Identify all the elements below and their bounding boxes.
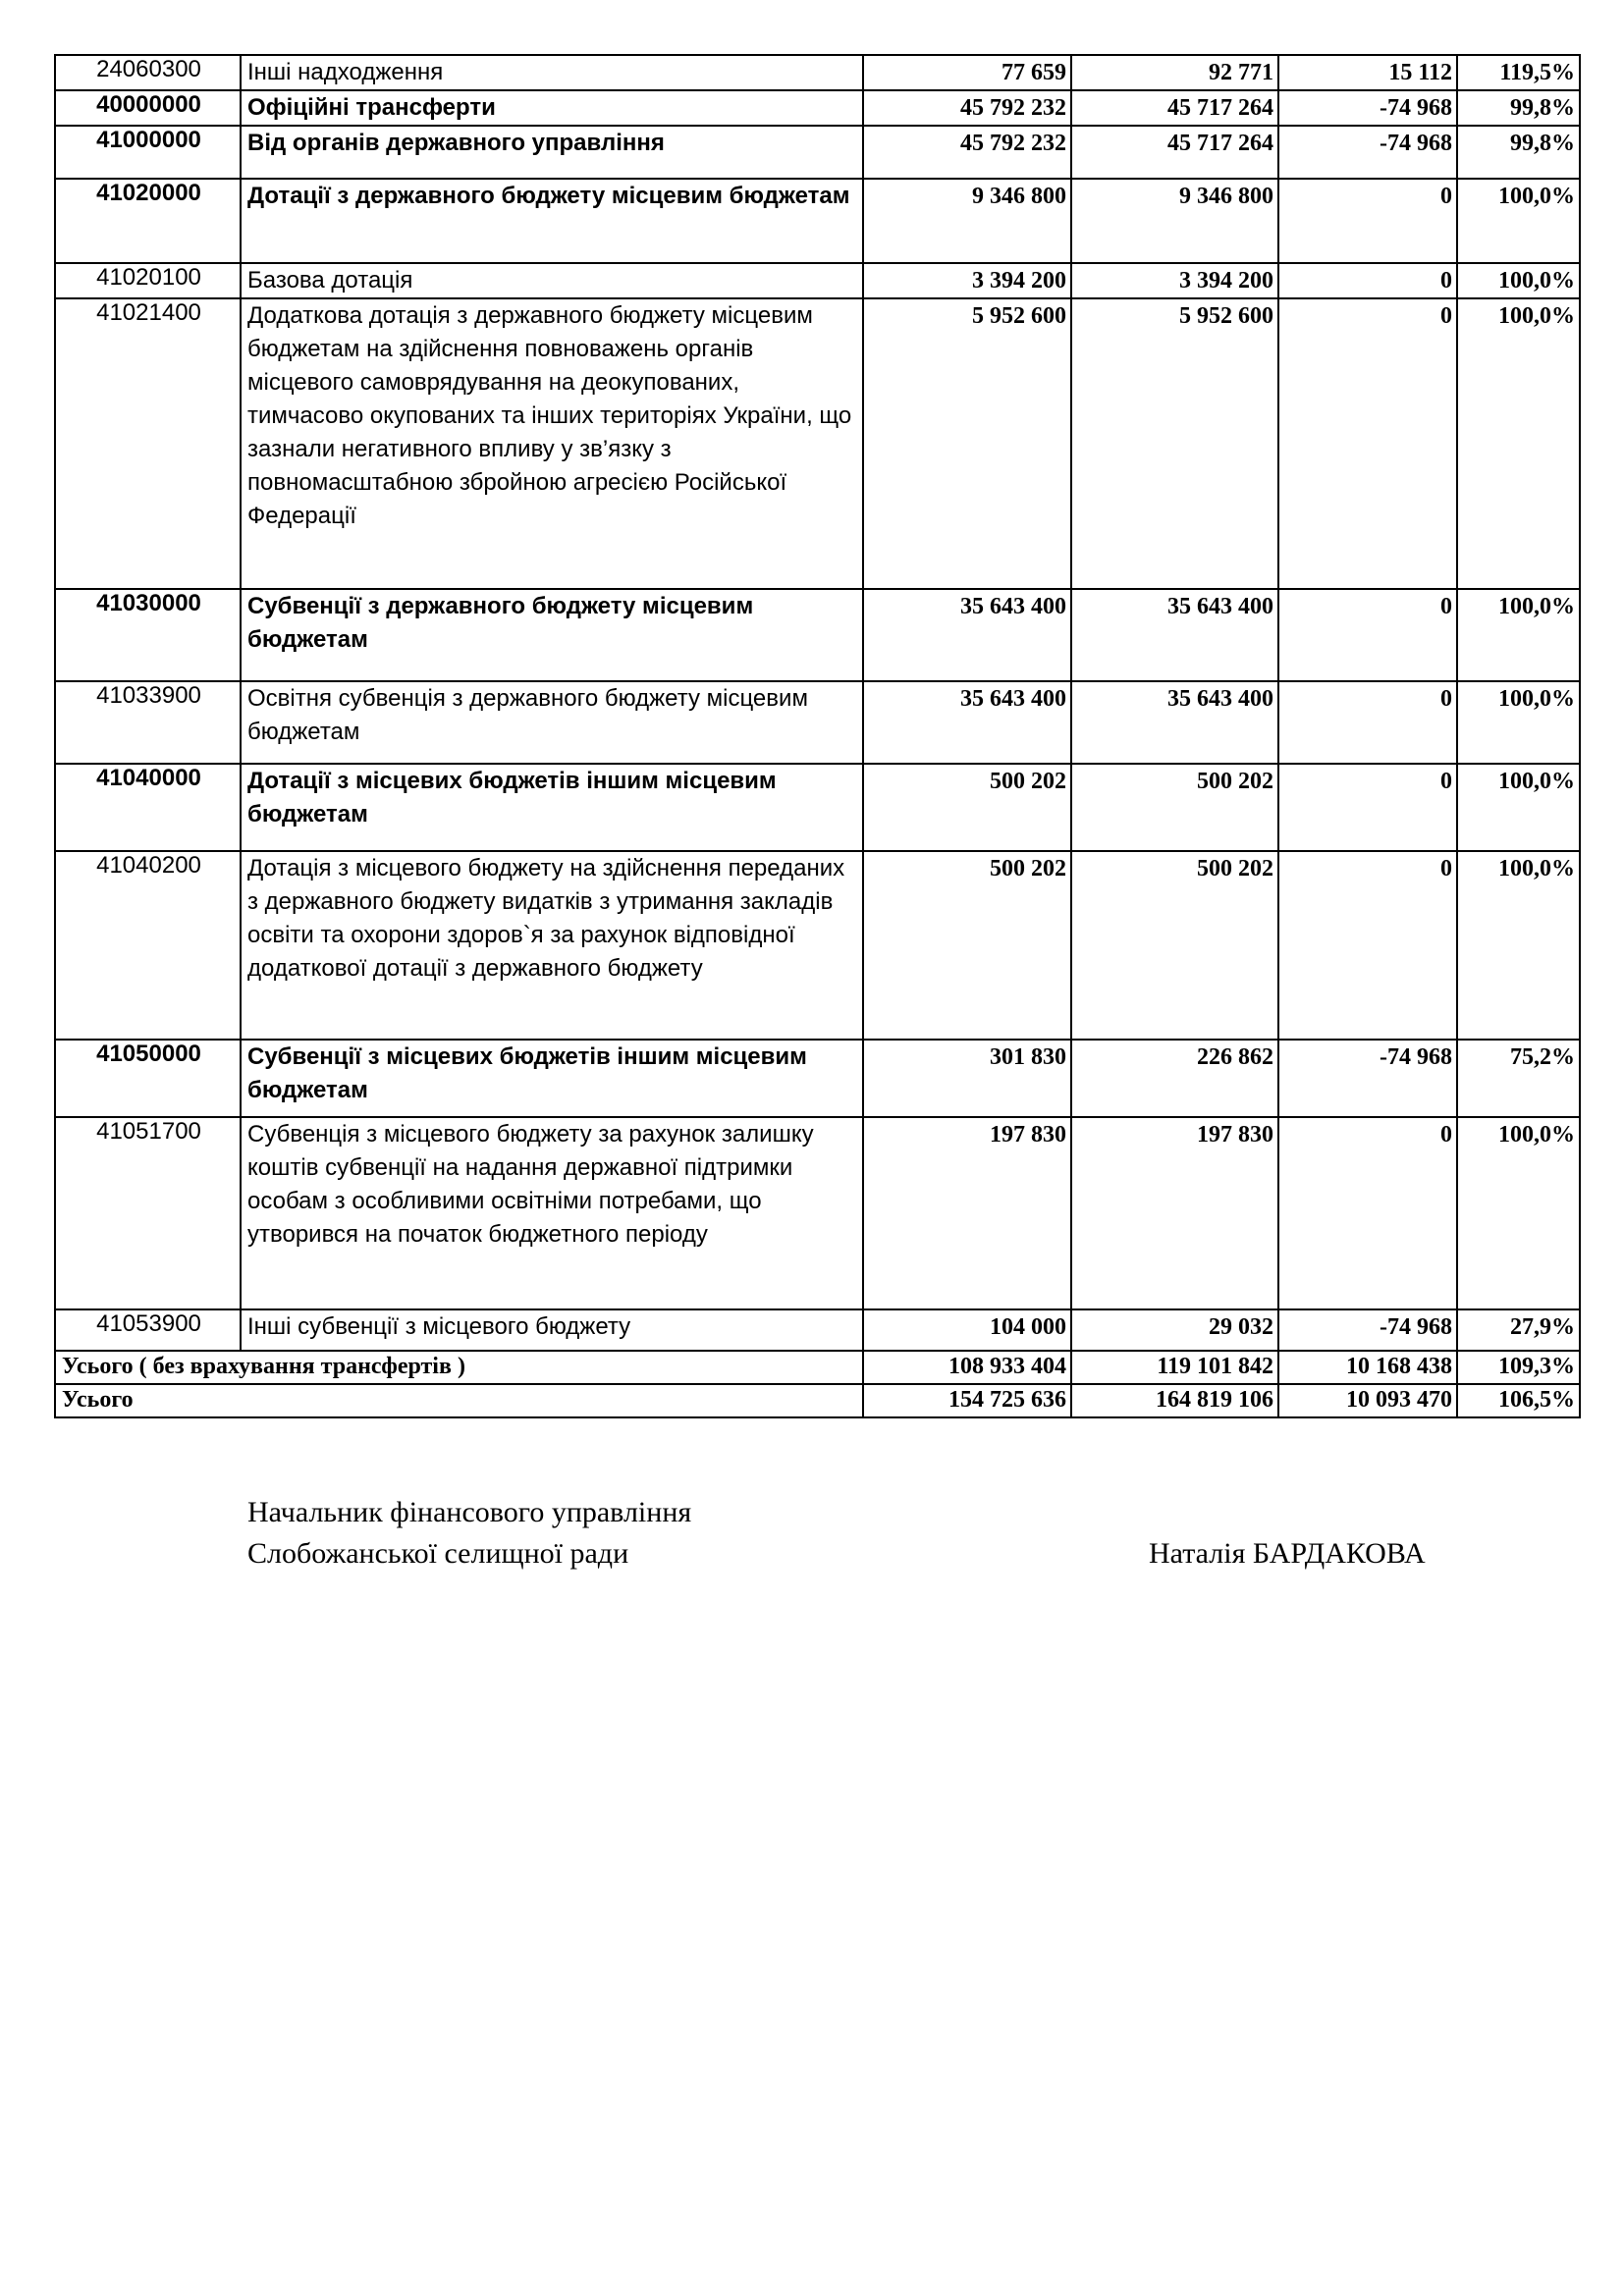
row-name: Офіційні трансферти [241,90,863,126]
row-name: Дотація з місцевого бюджету на здійснення переданих з державного бюджету видатків з утримання закладів освіти та охорони здоров`я за рахунок відповідної додаткової дотації з державного бюджету [241,851,863,1040]
row-name: Інші субвенції з місцевого бюджету [241,1309,863,1351]
row-value-actual: 500 202 [1071,851,1278,1040]
row-value-plan: 45 792 232 [863,126,1071,179]
row-value-actual: 9 346 800 [1071,179,1278,263]
total-label: Усього ( без врахування трансфертів ) [55,1351,863,1384]
row-value-diff: 15 112 [1278,55,1457,90]
table-row [55,298,1580,589]
row-value-plan: 197 830 [863,1117,1071,1309]
row-name: Субвенції з місцевих бюджетів іншим місцевим бюджетам [241,1040,863,1117]
total-row [55,1384,1580,1417]
total-value-diff: 10 168 438 [1278,1351,1457,1384]
row-value-diff: 0 [1278,764,1457,851]
table-row [55,1040,1580,1117]
row-value-percent: 99,8% [1457,90,1580,126]
row-code: 41020000 [55,179,241,263]
row-value-plan: 104 000 [863,1309,1071,1351]
row-value-percent: 100,0% [1457,764,1580,851]
row-code: 24060300 [55,55,241,90]
row-value-actual: 3 394 200 [1071,263,1278,298]
table-row [55,851,1580,1040]
table-row [55,179,1580,263]
row-code: 41020100 [55,263,241,298]
budget-table [54,54,1581,1418]
row-value-percent: 119,5% [1457,55,1580,90]
row-value-actual: 45 717 264 [1071,126,1278,179]
row-value-actual: 35 643 400 [1071,681,1278,764]
total-value-plan: 154 725 636 [863,1384,1071,1417]
row-value-diff: -74 968 [1278,1040,1457,1117]
row-value-actual: 29 032 [1071,1309,1278,1351]
row-code: 41040200 [55,851,241,1040]
row-value-actual: 5 952 600 [1071,298,1278,589]
row-name: Інші надходження [241,55,863,90]
row-value-actual: 500 202 [1071,764,1278,851]
row-value-plan: 5 952 600 [863,298,1071,589]
row-name: Додаткова дотація з державного бюджету місцевим бюджетам на здійснення повноважень органів місцевого самоврядування на деокупованих, тимчасово окупованих та інших територіях України, що зазнали негативного впливу у зв’язку з повномасштабною збройною агресією Російської Федерації [241,298,863,589]
total-row [55,1351,1580,1384]
row-value-diff: -74 968 [1278,90,1457,126]
table-row [55,1117,1580,1309]
table-row [55,1309,1580,1351]
table-row [55,589,1580,681]
row-name: Дотації з місцевих бюджетів іншим місцевим бюджетам [241,764,863,851]
total-label: Усього [55,1384,863,1417]
row-code: 41033900 [55,681,241,764]
row-value-percent: 27,9% [1457,1309,1580,1351]
row-value-plan: 45 792 232 [863,90,1071,126]
row-name: Від органів державного управління [241,126,863,179]
table-row [55,126,1580,179]
row-value-percent: 100,0% [1457,589,1580,681]
row-value-actual: 92 771 [1071,55,1278,90]
total-value-plan: 108 933 404 [863,1351,1071,1384]
row-value-actual: 197 830 [1071,1117,1278,1309]
row-code: 40000000 [55,90,241,126]
signatory-title-line2: Слобожанської селищної ради [247,1537,629,1570]
row-value-percent: 100,0% [1457,1117,1580,1309]
row-value-plan: 77 659 [863,55,1071,90]
row-code: 41050000 [55,1040,241,1117]
row-code: 41040000 [55,764,241,851]
total-value-actual: 119 101 842 [1071,1351,1278,1384]
row-value-percent: 100,0% [1457,263,1580,298]
row-name: Базова дотація [241,263,863,298]
row-value-plan: 9 346 800 [863,179,1071,263]
row-value-percent: 99,8% [1457,126,1580,179]
table-row [55,90,1580,126]
row-value-diff: 0 [1278,851,1457,1040]
row-value-actual: 35 643 400 [1071,589,1278,681]
row-value-diff: 0 [1278,263,1457,298]
row-name: Субвенції з державного бюджету місцевим бюджетам [241,589,863,681]
row-name: Освітня субвенція з державного бюджету місцевим бюджетам [241,681,863,764]
row-name: Дотації з державного бюджету місцевим бюджетам [241,179,863,263]
row-value-plan: 500 202 [863,764,1071,851]
signatory-title-line1: Начальник фінансового управління [247,1496,692,1528]
row-value-actual: 45 717 264 [1071,90,1278,126]
row-code: 41000000 [55,126,241,179]
row-value-diff: 0 [1278,298,1457,589]
row-value-percent: 100,0% [1457,681,1580,764]
row-value-diff: 0 [1278,1117,1457,1309]
row-value-plan: 301 830 [863,1040,1071,1117]
row-value-diff: 0 [1278,179,1457,263]
row-value-percent: 75,2% [1457,1040,1580,1117]
row-value-actual: 226 862 [1071,1040,1278,1117]
table-row [55,263,1580,298]
signatory-title [247,1492,691,1575]
row-value-diff: -74 968 [1278,1309,1457,1351]
row-value-diff: 0 [1278,681,1457,764]
row-value-plan: 35 643 400 [863,681,1071,764]
total-value-percent: 106,5% [1457,1384,1580,1417]
row-code: 41030000 [55,589,241,681]
row-value-plan: 35 643 400 [863,589,1071,681]
signatory-name: Наталія БАРДАКОВА [1149,1537,1426,1570]
row-value-plan: 500 202 [863,851,1071,1040]
row-value-percent: 100,0% [1457,179,1580,263]
table-row [55,764,1580,851]
row-value-percent: 100,0% [1457,851,1580,1040]
table-row [55,681,1580,764]
row-value-diff: 0 [1278,589,1457,681]
row-value-plan: 3 394 200 [863,263,1071,298]
row-name: Субвенція з місцевого бюджету за рахунок залишку коштів субвенції на надання державної підтримки особам з особливими освітніми потребами, що утворився на початок бюджетного періоду [241,1117,863,1309]
row-value-percent: 100,0% [1457,298,1580,589]
row-value-diff: -74 968 [1278,126,1457,179]
table-body [55,55,1580,1417]
total-value-percent: 109,3% [1457,1351,1580,1384]
row-code: 41021400 [55,298,241,589]
row-code: 41053900 [55,1309,241,1351]
row-code: 41051700 [55,1117,241,1309]
table-row [55,55,1580,90]
total-value-actual: 164 819 106 [1071,1384,1278,1417]
total-value-diff: 10 093 470 [1278,1384,1457,1417]
